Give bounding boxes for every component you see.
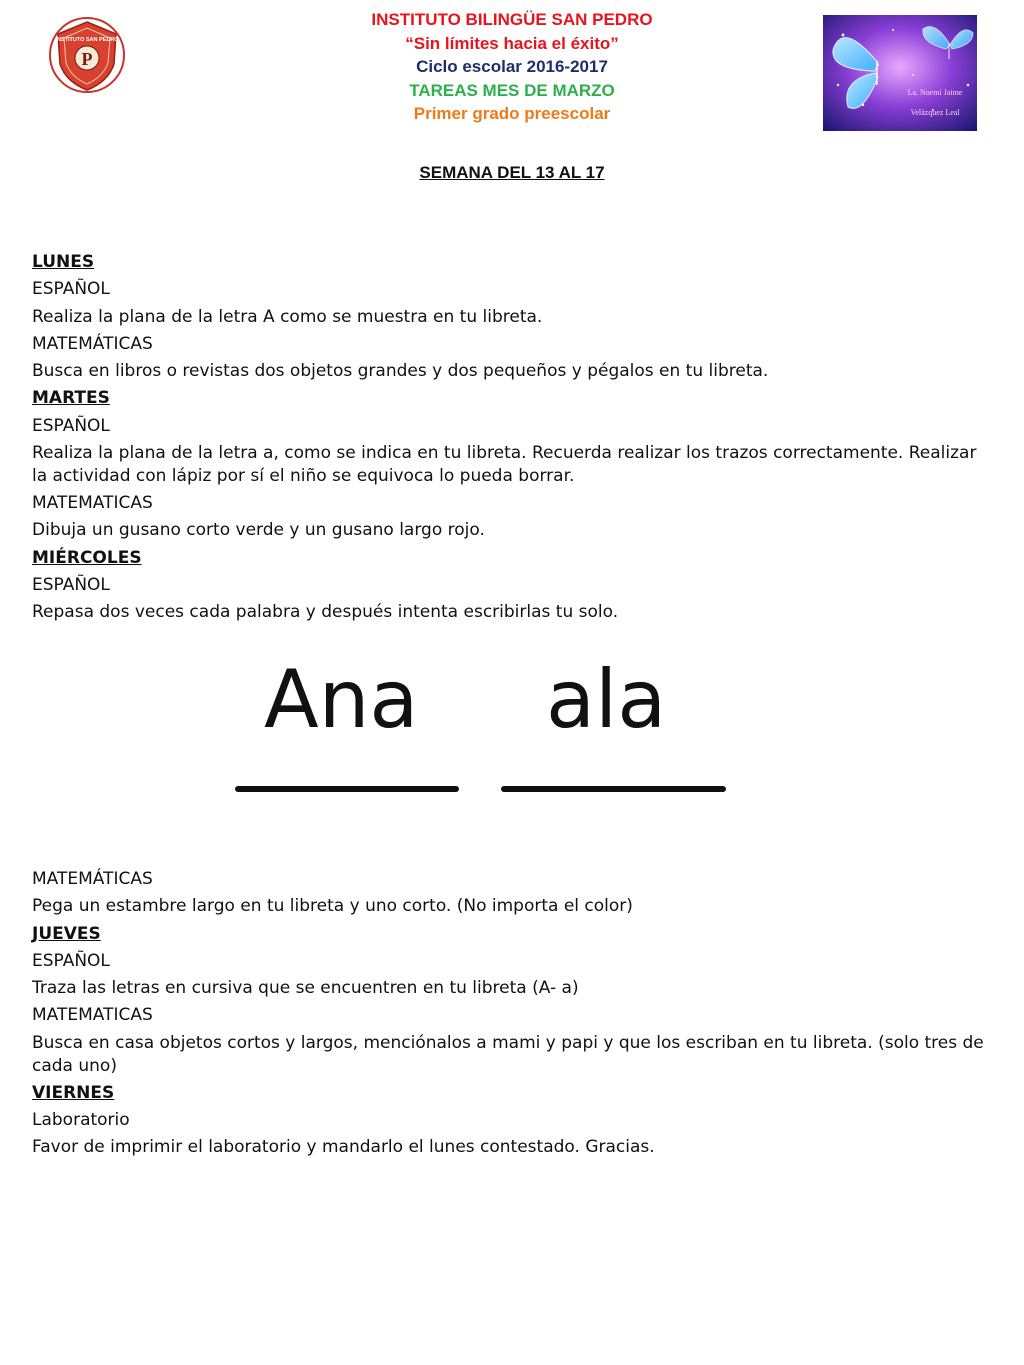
task-text: Repasa dos veces cada palabra y después intenta escribirlas tu solo. — [32, 602, 619, 623]
tasks-section-1 — [32, 249, 992, 627]
subject-label: MATEMÁTICAS — [32, 333, 153, 354]
grade-title: Primer grado preescolar — [413, 104, 611, 123]
practice-word-ala: ala — [546, 653, 667, 746]
subject-label: ESPAÑOL — [32, 279, 110, 300]
image-caption-line1: La. Noemí Jaime — [907, 88, 963, 97]
subject-label: ESPAÑOL — [32, 950, 110, 971]
day-lunes: LUNES — [32, 252, 95, 272]
task-text: Realiza la plana de la letra A como se muestra en tu libreta. — [32, 306, 543, 327]
logo-text: INSTITUTO SAN PEDRO — [55, 37, 119, 43]
day-miercoles: MIÉRCOLES — [32, 547, 142, 568]
task-text: Busca en libros o revistas dos objetos grandes y dos pequeños y pégalos en tu libreta. — [32, 361, 769, 382]
tasks-section-2 — [32, 866, 992, 1162]
writing-line — [501, 786, 726, 792]
task-text: Busca en casa objetos cortos y largos, menciónalos a mami y papi y que los escriban en tu libreta. (solo tres de cada uno) — [32, 1032, 984, 1076]
subject-label: ESPAÑOL — [32, 415, 110, 436]
butterfly-image — [823, 15, 977, 131]
week-title: SEMANA DEL 13 AL 17 — [419, 163, 605, 182]
day-martes: MARTES — [32, 388, 110, 409]
task-text: Dibuja un gusano corto verde y un gusano largo rojo. — [32, 520, 485, 541]
writing-line — [235, 786, 459, 792]
practice-word-ana: Ana — [264, 653, 419, 746]
subject-label: MATEMATICAS — [32, 1005, 153, 1026]
day-jueves: JUEVES — [32, 923, 101, 944]
subject-label: MATEMATICAS — [32, 493, 153, 514]
tasks-title: TAREAS MES DE MARZO — [409, 80, 615, 100]
image-caption-line2: Velázquez Leal — [910, 108, 960, 117]
practice-words — [0, 640, 1024, 810]
subject-label: ESPAÑOL — [32, 574, 110, 595]
task-text: Favor de imprimir el laboratorio y mandarlo el lunes contestado. Gracias. — [32, 1137, 655, 1158]
task-text: Traza las letras en cursiva que se encuentren en tu libreta (A- a) — [32, 978, 579, 999]
school-cycle: Ciclo escolar 2016-2017 — [416, 57, 608, 76]
task-text: Pega un estambre largo en tu libreta y uno corto. (No importa el color) — [32, 896, 633, 917]
school-name: INSTITUTO BILINGÜE SAN PEDRO — [371, 10, 653, 29]
school-motto: “Sin límites hacia el éxito” — [405, 33, 619, 53]
day-viernes: VIERNES — [32, 1082, 115, 1103]
logo-letter: P — [81, 49, 93, 69]
subject-label: MATEMÁTICAS — [32, 869, 153, 889]
subject-label: Laboratorio — [32, 1110, 130, 1131]
task-text: Realiza la plana de la letra a, como se indica en tu libreta. Recuerda realizar los trazos correctamente. Realizar la actividad con lápiz por sí el niño se equivoca lo pueda borrar. — [32, 443, 977, 487]
